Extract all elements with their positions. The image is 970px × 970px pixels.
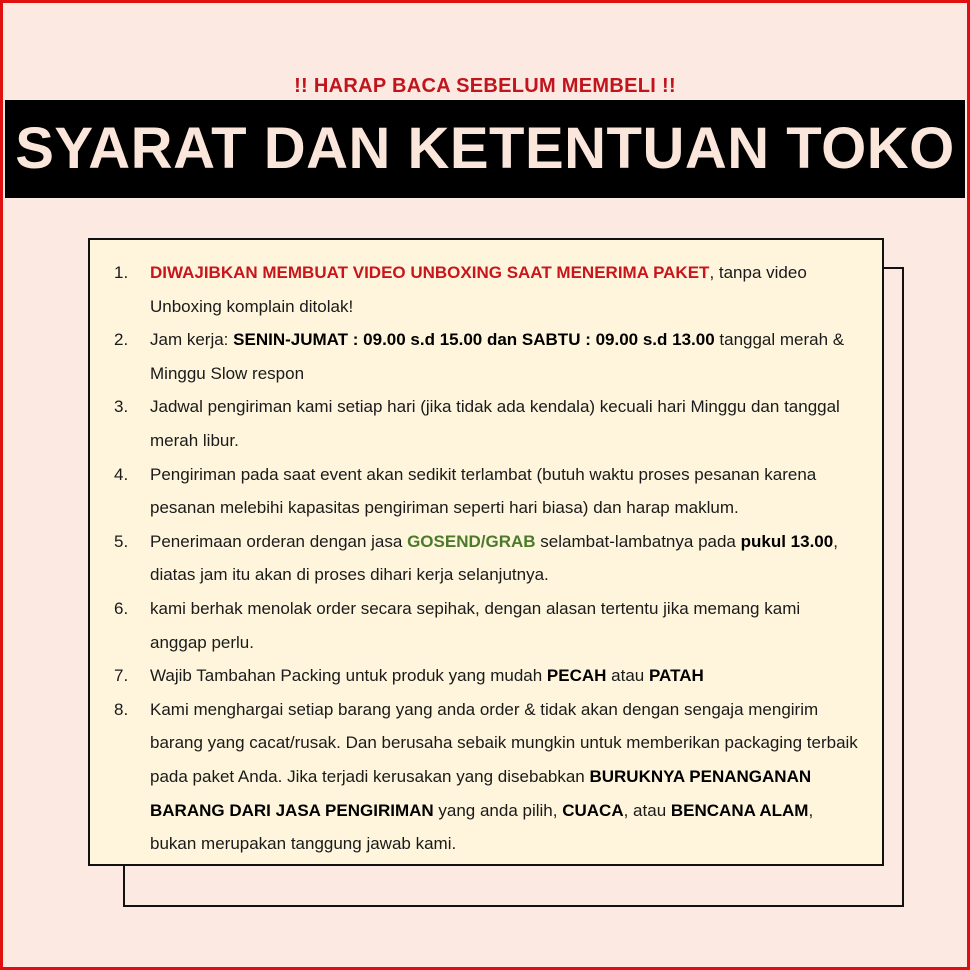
rule-highlight: SENIN-JUMAT : 09.00 s.d 15.00 dan SABTU : 09.00 s.d 13.00 <box>233 330 715 350</box>
rule-text <box>150 700 858 853</box>
rule-number: 3. <box>114 397 129 417</box>
rule-highlight: PATAH <box>648 666 704 686</box>
rules-list <box>90 256 882 861</box>
warning-text: !! HARAP BACA SEBELUM MEMBELI !! <box>294 75 676 97</box>
rule-segment: Jadwal pengiriman kami setiap hari (jika tidak ada kendala) kecuali hari Minggu dan tanggal merah libur. <box>150 397 840 450</box>
rule-segment: Wajib Tambahan Packing untuk produk yang mudah <box>150 666 547 686</box>
rule-segment: , bukan merupakan tanggung jawab kami. <box>150 800 814 854</box>
rule-segment: yang anda pilih, <box>433 800 563 820</box>
rule-item <box>90 458 882 525</box>
rule-segment: tanggal merah & Minggu Slow respon <box>150 330 845 383</box>
rule-item <box>90 256 882 323</box>
rule-item <box>90 693 882 861</box>
rule-segment: Pengiriman pada saat event akan sedikit terlambat (butuh waktu proses pesanan karena pesanan melebihi kapasitas pengiriman seperti hari biasa) dan harap maklum. <box>150 464 817 518</box>
title-banner <box>5 100 965 198</box>
rule-item <box>90 525 882 592</box>
rule-segment: kami berhak menolak order secara sepihak, dengan alasan tertentu jika memang kami anggap perlu. <box>150 598 801 652</box>
rule-number: 1. <box>114 263 129 282</box>
rule-highlight: PECAH <box>546 666 607 686</box>
rule-highlight: pukul 13.00 <box>740 531 834 551</box>
rule-highlight: CUACA <box>562 800 624 820</box>
rule-item <box>90 323 882 390</box>
rule-highlight: BURUKNYA PENANGANAN BARANG DARI JASA PENGIRIMAN <box>150 766 812 820</box>
rule-text <box>150 532 838 585</box>
rule-number: 4. <box>114 464 129 484</box>
rule-text <box>150 397 840 450</box>
rule-segment: , atau <box>623 800 671 820</box>
rule-text <box>150 666 704 685</box>
rule-segment: , diatas jam itu akan di proses dihari kerja selanjutnya. <box>150 531 838 585</box>
rule-segment: selambat-lambatnya pada <box>535 531 741 551</box>
rule-number: 2. <box>114 330 129 350</box>
rules-card <box>88 238 884 866</box>
rule-text <box>150 263 807 316</box>
page-title: SYARAT DAN KETENTUAN TOKO <box>15 116 955 181</box>
rule-highlight: BENCANA ALAM <box>670 800 809 820</box>
rule-segment: Jam kerja: <box>150 330 234 350</box>
rule-item <box>90 592 882 659</box>
rule-segment: atau <box>606 666 649 686</box>
rule-number: 5. <box>114 531 129 551</box>
rule-text <box>150 330 844 383</box>
rule-item <box>90 659 882 693</box>
rule-segment: Kami menghargai setiap barang yang anda order & tidak akan dengan sengaja mengirim barang yang cacat/rusak. Dan berusaha sebaik mungkin untuk memberikan packaging terbaik pada paket Anda. Jika terjadi kerusakan yang disebabkan <box>150 699 858 786</box>
rule-text <box>150 599 800 652</box>
rule-text <box>150 465 816 518</box>
rule-number: 7. <box>114 666 129 686</box>
rule-number: 6. <box>114 598 129 618</box>
rule-number: 8. <box>114 699 129 719</box>
rule-segment: , tanpa video Unboxing komplain ditolak! <box>150 263 807 316</box>
rule-segment: Penerimaan orderan dengan jasa <box>150 531 408 551</box>
rule-highlight: DIWAJIBKAN MEMBUAT VIDEO UNBOXING SAAT MENERIMA PAKET <box>150 263 710 282</box>
rule-highlight: GOSEND/GRAB <box>407 531 536 551</box>
rule-item <box>90 390 882 457</box>
